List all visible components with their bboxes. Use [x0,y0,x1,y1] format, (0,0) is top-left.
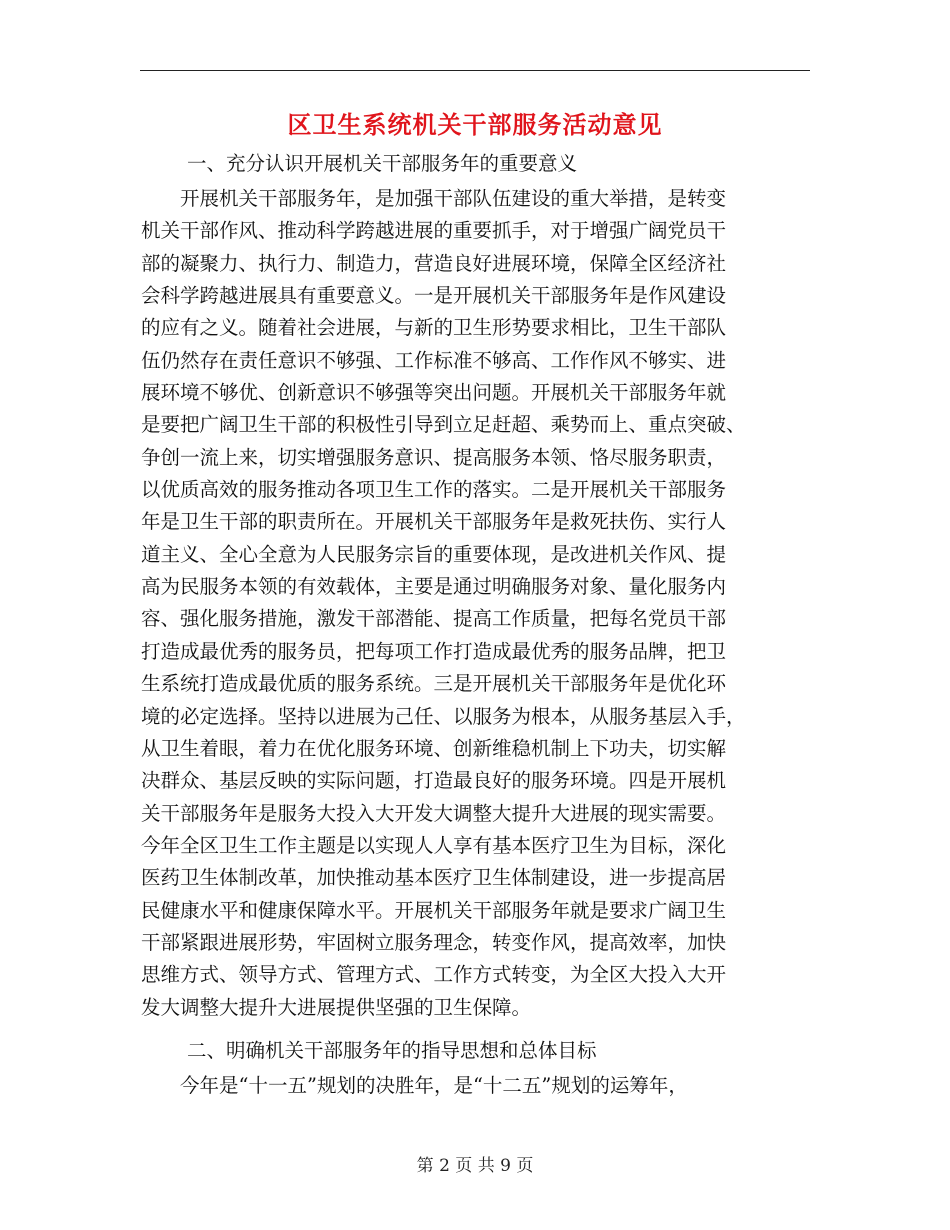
section-1-body [141,183,746,1024]
text-line: 生系统打造成最优质的服务系统。三是开展机关干部服务年是优化环 [141,672,727,696]
section-2-heading: 二、明确机关干部服务年的指导思想和总体目标 [187,1039,597,1062]
text-line: 高为民服务本领的有效载体，主要是通过明确服务对象、量化服务内 [141,575,727,599]
text-line: 决群众、基层反映的实际问题，打造最良好的服务环境。四是开展机 [141,769,727,793]
text-line: 的应有之义。随着社会进展，与新的卫生形势要求相比，卫生干部队 [141,316,727,340]
text-line: 干部紧跟进展形势，牢固树立服务理念，转变作风，提高效率，加快 [141,930,727,954]
text-line: 展环境不够优、创新意识不够强等突出问题。开展机关干部服务年就 [141,381,727,405]
text-line: 开展机关干部服务年，是加强干部队伍建设的重大举措，是转变 [141,187,727,210]
text-line: 医药卫生体制改革，加快推动基本医疗卫生体制建设，进一步提高居 [141,866,727,890]
text-line: 部的凝聚力、执行力、制造力，营造良好进展环境，保障全区经济社 [141,251,727,275]
text-line: 年是卫生干部的职责所在。开展机关干部服务年是救死扶伤、实行人 [141,510,727,534]
text-line: 是要把广阔卫生干部的积极性引导到立足赶超、乘势而上、重点突破、 [141,413,746,437]
section-1-heading: 一、充分认识开展机关干部服务年的重要意义 [187,152,578,175]
header-rule [140,70,810,71]
text-line: 今年是“十一五”规划的决胜年，是“十二五”规划的运筹年， [141,1074,688,1097]
text-line: 今年全区卫生工作主题是以实现人人享有基本医疗卫生为目标，深化 [141,833,727,857]
text-line: 民健康水平和健康保障水平。开展机关干部服务年就是要求广阔卫生 [141,898,727,922]
text-line: 道主义、全心全意为人民服务宗旨的重要体现，是改进机关作风、提 [141,542,727,566]
text-line: 关干部服务年是服务大投入大开发大调整大提升大进展的现实需要。 [141,801,727,825]
text-line: 思维方式、领导方式、管理方式、工作方式转变，为全区大投入大开 [141,963,727,987]
text-line: 机关干部作风、推动科学跨越进展的重要抓手，对于增强广阔党员干 [141,219,727,243]
text-line: 伍仍然存在责任意识不够强、工作标准不够高、工作作风不够实、进 [141,348,727,372]
section-2-body [141,1070,688,1102]
text-line: 会科学跨越进展具有重要意义。一是开展机关干部服务年是作风建设 [141,284,727,308]
text-line: 从卫生着眼，着力在优化服务环境、创新维稳机制上下功夫，切实解 [141,736,727,760]
text-line: 容、强化服务措施，激发干部潜能、提高工作质量，把每名党员干部 [141,607,727,631]
page-number: 第 2 页 共 9 页 [416,1156,534,1176]
text-line: 境的必定选择。坚持以进展为己任、以服务为根本，从服务基层入手， [141,704,746,728]
text-line: 以优质高效的服务推动各项卫生工作的落实。二是开展机关干部服务 [141,478,727,502]
text-line: 发大调整大提升大进展提供坚强的卫生保障。 [141,995,532,1019]
text-line: 争创一流上来，切实增强服务意识、提高服务本领、恪尽服务职责， [141,445,727,469]
document-title: 区卫生系统机关干部服务活动意见 [287,110,663,139]
text-line: 打造成最优秀的服务员，把每项工作打造成最优秀的服务品牌，把卫 [141,639,727,663]
